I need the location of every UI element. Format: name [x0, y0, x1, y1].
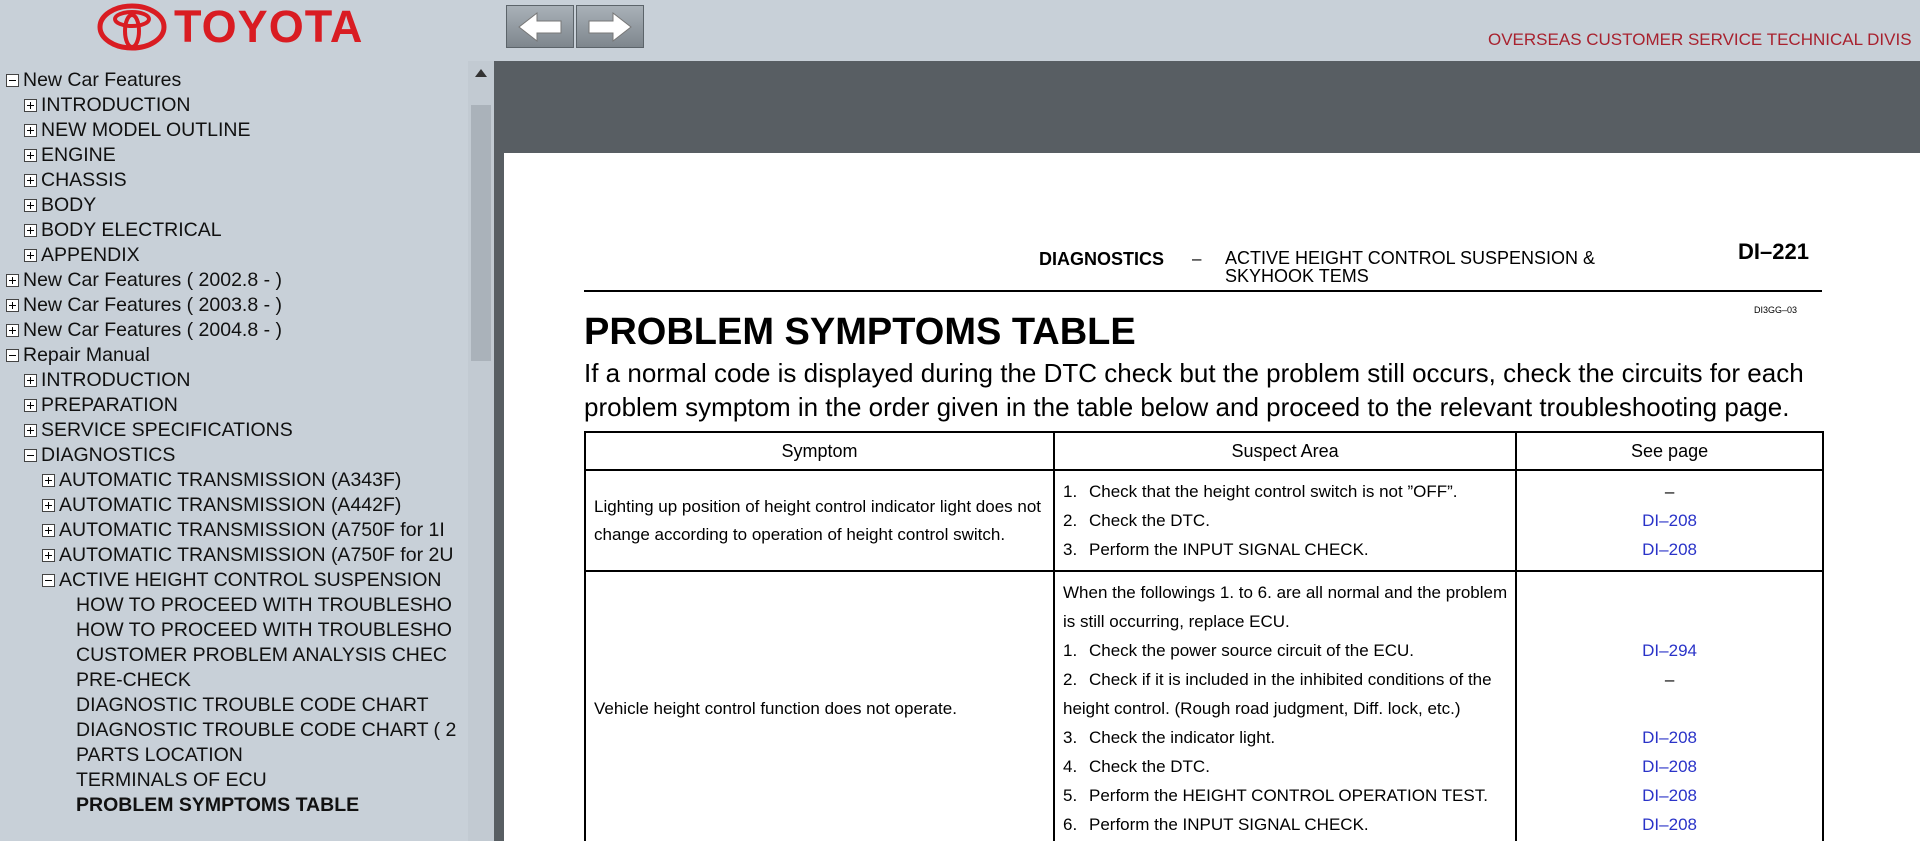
tree-item[interactable] — [24, 94, 191, 116]
collapse-icon[interactable] — [6, 74, 19, 87]
tree-item[interactable] — [42, 494, 401, 516]
step-text: is still occurring, replace ECU. — [1063, 612, 1290, 631]
page-link[interactable]: DI–208 — [1642, 728, 1697, 747]
tree-item[interactable] — [42, 469, 401, 491]
suspect-line — [1063, 535, 1507, 564]
see-page-cell — [1516, 470, 1823, 571]
tree-item-label: Repair Manual — [23, 344, 150, 366]
page-title: PROBLEM SYMPTOMS TABLE — [584, 311, 1136, 353]
tree-item-label: TERMINALS OF ECU — [76, 769, 267, 791]
tree-item[interactable] — [6, 294, 282, 316]
page-ref: – — [1664, 670, 1675, 689]
table-row — [585, 571, 1823, 841]
step-number: 3. — [1063, 728, 1078, 747]
tree-item[interactable] — [76, 644, 447, 666]
tree-item[interactable] — [76, 794, 359, 816]
collapse-icon[interactable] — [42, 574, 55, 587]
column-header: See page — [1516, 432, 1823, 470]
expand-icon[interactable] — [42, 474, 55, 487]
tree-item[interactable] — [76, 694, 429, 716]
table-row — [585, 470, 1823, 571]
tree-item[interactable] — [24, 419, 293, 441]
tree-item-label: PRE-CHECK — [76, 669, 191, 691]
tree-item[interactable] — [76, 719, 456, 741]
expand-icon[interactable] — [24, 99, 37, 112]
toyota-emblem-icon — [96, 2, 168, 52]
tree-item[interactable] — [42, 544, 453, 566]
tree-item-label: DIAGNOSTICS — [41, 444, 176, 466]
toyota-logo — [96, 0, 363, 54]
tree-item[interactable] — [24, 169, 127, 191]
tree-item-label: CUSTOMER PROBLEM ANALYSIS CHEC — [76, 644, 447, 666]
expand-icon[interactable] — [42, 499, 55, 512]
suspect-line — [1063, 477, 1507, 506]
intro-text: If a normal code is displayed during the DTC check but the problem still occurs, check the circuits for each problem symptom in the order given in the table below and proceed to the relevant troubleshooting page. — [584, 358, 1804, 422]
suspect-line — [1063, 723, 1507, 752]
step-text: When the followings 1. to 6. are all normal and the problem — [1063, 583, 1508, 602]
brand-name: TOYOTA — [174, 1, 364, 52]
tree-item-label: NEW MODEL OUTLINE — [41, 119, 251, 141]
see-page-cell — [1516, 571, 1823, 841]
tree-item[interactable] — [6, 269, 282, 291]
forward-button[interactable] — [576, 5, 644, 48]
step-text: Check the DTC. — [1089, 511, 1210, 530]
tree-item-label: CHASSIS — [41, 169, 127, 191]
page-link[interactable]: DI–208 — [1642, 540, 1697, 559]
tree-item[interactable] — [76, 669, 191, 691]
tree-item[interactable] — [24, 144, 116, 166]
step-text: Check the power source circuit of the ECU. — [1089, 641, 1415, 660]
tree-item[interactable] — [24, 244, 140, 266]
page-link[interactable]: DI–208 — [1642, 815, 1697, 834]
sidebar-scrollbar[interactable] — [468, 61, 494, 841]
back-button[interactable] — [506, 5, 574, 48]
suspect-line — [1063, 607, 1507, 636]
tree-item-label: PARTS LOCATION — [76, 744, 243, 766]
tree-item[interactable] — [24, 119, 250, 141]
suspect-line — [1063, 781, 1507, 810]
expand-icon[interactable] — [24, 374, 37, 387]
document-page — [504, 153, 1920, 841]
expand-icon[interactable] — [24, 399, 37, 412]
expand-icon[interactable] — [6, 274, 19, 287]
tree-item-label: AUTOMATIC TRANSMISSION (A442F) — [59, 494, 402, 516]
page-link[interactable]: DI–208 — [1642, 757, 1697, 776]
tree-item[interactable] — [76, 619, 452, 641]
tree-item-label: INTRODUCTION — [41, 369, 191, 391]
page-ref: – — [1664, 482, 1675, 501]
arrow-right-icon — [587, 11, 633, 43]
suspect-line — [1063, 578, 1507, 607]
step-text: Check the DTC. — [1089, 757, 1210, 776]
tree-item-label: APPENDIX — [41, 244, 140, 266]
expand-icon[interactable] — [24, 224, 37, 237]
tree-item[interactable] — [42, 569, 441, 591]
page-ref — [1517, 607, 1822, 636]
tree-item-label: New Car Features — [23, 69, 182, 91]
collapse-icon[interactable] — [6, 349, 19, 362]
expand-icon[interactable] — [24, 424, 37, 437]
tree-item-label: PREPARATION — [41, 394, 178, 416]
section-title: ACTIVE HEIGHT CONTROL SUSPENSION & SKYHOOK TEMS — [1225, 248, 1596, 286]
suspect-line — [1063, 694, 1507, 723]
tree-item-label: New Car Features ( 2002.8 - ) — [23, 269, 283, 291]
expand-icon[interactable] — [24, 124, 37, 137]
step-text: Perform the INPUT SIGNAL CHECK. — [1089, 540, 1369, 559]
suspect-line — [1063, 810, 1507, 839]
scroll-thumb[interactable] — [471, 105, 491, 361]
tree-item[interactable] — [76, 744, 243, 766]
arrow-left-icon — [517, 11, 563, 43]
tree-item[interactable] — [24, 394, 178, 416]
tree-item[interactable] — [24, 369, 191, 391]
suspect-line — [1063, 506, 1507, 535]
symptom-cell: Lighting up position of height control indicator light does not change according to operation of height control switch. — [585, 470, 1054, 571]
expand-icon[interactable] — [6, 299, 19, 312]
expand-icon[interactable] — [6, 324, 19, 337]
triangle-up-icon — [475, 69, 487, 77]
suspect-line — [1063, 752, 1507, 781]
tree-item-label: ACTIVE HEIGHT CONTROL SUSPENSION — [59, 569, 442, 591]
page-ref — [1517, 694, 1822, 723]
tree-item[interactable] — [24, 444, 175, 466]
tree-item-label: ENGINE — [41, 144, 116, 166]
tree-item[interactable] — [76, 769, 267, 791]
tree-item-label: INTRODUCTION — [41, 94, 191, 116]
expand-icon[interactable] — [24, 174, 37, 187]
expand-icon[interactable] — [24, 149, 37, 162]
step-number: 4. — [1063, 757, 1078, 776]
tree-item-label: New Car Features ( 2004.8 - ) — [23, 319, 283, 341]
collapse-icon[interactable] — [24, 449, 37, 462]
expand-icon[interactable] — [42, 549, 55, 562]
tree-item-label: PROBLEM SYMPTOMS TABLE — [76, 794, 360, 816]
tree-item-label: HOW TO PROCEED WITH TROUBLESHO — [76, 619, 452, 641]
step-text: Check if it is included in the inhibited conditions of the — [1089, 670, 1492, 689]
header-rule — [584, 290, 1822, 292]
page-ref — [1517, 578, 1822, 607]
document-id: DI3GG–03 — [1754, 305, 1798, 315]
header-dash: – — [1192, 249, 1202, 268]
suspect-line — [1063, 665, 1507, 694]
step-number: 1. — [1063, 641, 1078, 660]
division-title: OVERSEAS CUSTOMER SERVICE TECHNICAL DIVIS — [1488, 30, 1912, 49]
problem-symptoms-table — [584, 431, 1824, 841]
tree-item-label: HOW TO PROCEED WITH TROUBLESHO — [76, 594, 452, 616]
tree-item-label: AUTOMATIC TRANSMISSION (A750F for 2U — [59, 544, 454, 566]
tree-item-label: AUTOMATIC TRANSMISSION (A343F) — [59, 469, 402, 491]
tree-item-label: BODY ELECTRICAL — [41, 219, 222, 241]
step-text: Check that the height control switch is not ”OFF”. — [1089, 482, 1458, 501]
expand-icon[interactable] — [24, 199, 37, 212]
tree-item-label: SERVICE SPECIFICATIONS — [41, 419, 293, 441]
step-text: Perform the INPUT SIGNAL CHECK. — [1089, 815, 1369, 834]
column-header: Symptom — [585, 432, 1054, 470]
page-link[interactable]: DI–294 — [1642, 641, 1697, 660]
step-number: 6. — [1063, 815, 1078, 834]
top-header — [0, 0, 1920, 61]
scroll-up-button[interactable] — [468, 65, 494, 81]
step-number: 5. — [1063, 786, 1078, 805]
suspect-line — [1063, 636, 1507, 665]
step-number: 2. — [1063, 511, 1078, 530]
expand-icon[interactable] — [42, 524, 55, 537]
tree-item[interactable] — [6, 319, 282, 341]
column-header: Suspect Area — [1054, 432, 1516, 470]
tree-item[interactable] — [42, 519, 445, 541]
tree-item-label: AUTOMATIC TRANSMISSION (A750F for 1I — [59, 519, 445, 541]
section-label: DIAGNOSTICS — [1039, 249, 1165, 269]
page-link[interactable]: DI–208 — [1642, 511, 1697, 530]
tree-item[interactable] — [76, 594, 452, 616]
tree-item-label: BODY — [41, 194, 97, 216]
step-text: height control. (Rough road judgment, Diff. lock, etc.) — [1063, 699, 1461, 718]
tree-item-label: DIAGNOSTIC TROUBLE CODE CHART — [76, 694, 429, 716]
document-viewer — [494, 61, 1920, 841]
step-number: 2. — [1063, 670, 1078, 689]
step-text: Perform the HEIGHT CONTROL OPERATION TEST. — [1089, 786, 1488, 805]
tree-item[interactable] — [6, 344, 150, 366]
step-number: 3. — [1063, 540, 1078, 559]
tree-item[interactable] — [6, 69, 181, 91]
tree-item-label: New Car Features ( 2003.8 - ) — [23, 294, 283, 316]
symptom-cell: Vehicle height control function does not operate. — [585, 571, 1054, 841]
navigation-tree — [0, 61, 468, 841]
tree-item[interactable] — [24, 219, 222, 241]
step-number: 1. — [1063, 482, 1078, 501]
suspect-area-cell — [1054, 470, 1516, 571]
step-text: Check the indicator light. — [1089, 728, 1276, 747]
page-link[interactable]: DI–208 — [1642, 786, 1697, 805]
page-number: DI–221 — [1738, 239, 1809, 264]
expand-icon[interactable] — [24, 249, 37, 262]
tree-item-label: DIAGNOSTIC TROUBLE CODE CHART ( 2 — [76, 719, 457, 741]
suspect-area-cell — [1054, 571, 1516, 841]
tree-item[interactable] — [24, 194, 96, 216]
